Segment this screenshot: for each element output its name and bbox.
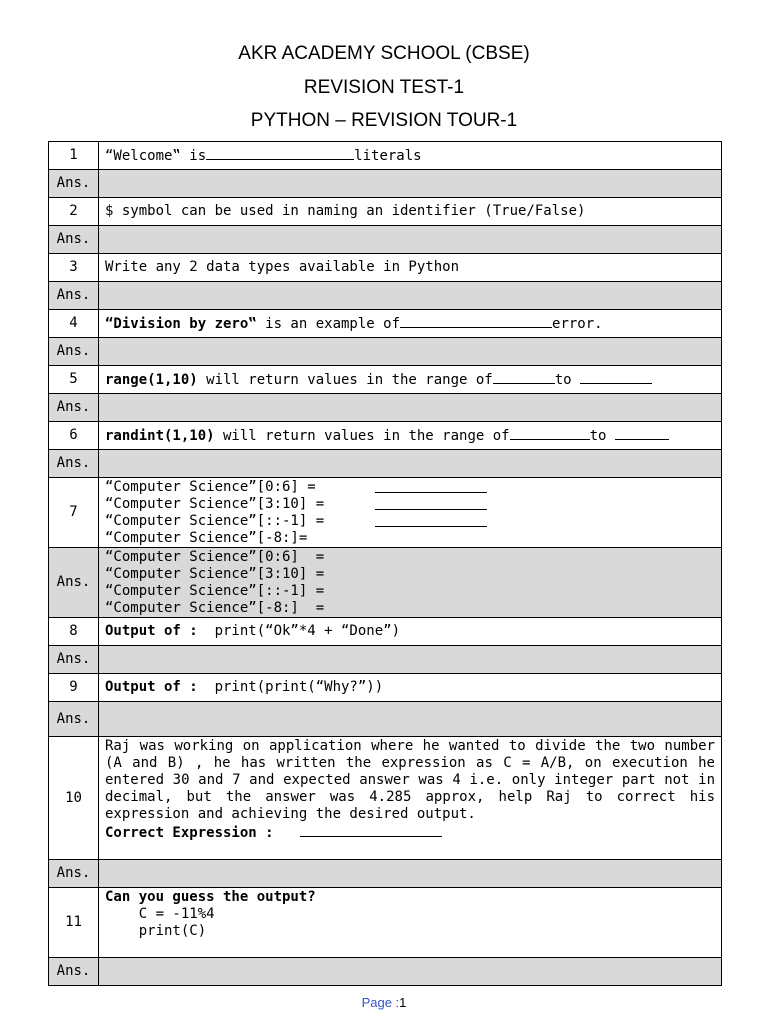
- question-row-6: [49, 422, 722, 450]
- slice-line: [105, 479, 715, 496]
- fill-blank: [206, 146, 354, 160]
- question-number: 2: [49, 198, 99, 226]
- question-row-10: [49, 737, 722, 860]
- question-text: [99, 142, 722, 170]
- question-row-3: [49, 254, 722, 282]
- page-label: Page :: [361, 995, 400, 1010]
- question-text-bold: Can you guess the output?: [105, 889, 316, 905]
- question-text: [99, 737, 722, 860]
- fill-blank: [375, 496, 487, 510]
- question-row-1: [49, 142, 722, 170]
- question-text: $ symbol can be used in naming an identifier (True/False): [99, 198, 722, 226]
- question-text-part: “Welcome‟ is: [105, 148, 207, 164]
- code-snippet: print(print(“Why?”)): [197, 679, 384, 695]
- slice-line: [105, 530, 715, 547]
- answer-label: Ans.: [49, 282, 99, 310]
- answer-slice-line: “Computer Science”[::-1] =: [105, 582, 325, 599]
- fill-blank: [375, 513, 487, 527]
- question-text-bold: Output of :: [105, 623, 198, 639]
- question-text: [99, 478, 722, 548]
- answer-row-8: [49, 646, 722, 674]
- fill-blank: [375, 479, 487, 493]
- question-text: [99, 366, 722, 394]
- answer-row-11: [49, 958, 722, 986]
- question-text: Write any 2 data types available in Python: [99, 254, 722, 282]
- page-number: 1: [399, 995, 407, 1010]
- question-text-bold: range(1,10): [105, 372, 198, 388]
- answer-label: Ans.: [49, 702, 99, 737]
- question-text-bold: “Division by zero‟: [105, 316, 257, 332]
- slice-expression: “Computer Science”[::-1] =: [105, 512, 325, 529]
- answer-area[interactable]: [99, 450, 722, 478]
- slice-expression: “Computer Science”[0:6] =: [105, 478, 316, 495]
- answer-slice-line: “Computer Science”[-8:] =: [105, 599, 325, 616]
- question-row-7: [49, 478, 722, 548]
- answer-row-7: [49, 548, 722, 618]
- question-text: [99, 310, 722, 338]
- question-number: 7: [49, 478, 99, 548]
- question-number: 4: [49, 310, 99, 338]
- question-text-part: error.: [552, 316, 603, 332]
- question-row-8: [49, 618, 722, 646]
- answer-label: Ans.: [49, 170, 99, 198]
- question-row-11: [49, 888, 722, 958]
- question-row-9: [49, 674, 722, 702]
- answer-area[interactable]: [99, 646, 722, 674]
- answer-area[interactable]: [99, 282, 722, 310]
- subject-title: PYTHON – REVISION TOUR-1: [250, 110, 518, 131]
- answer-label: Ans.: [49, 394, 99, 422]
- question-text: [99, 674, 722, 702]
- answer-row-6: [49, 450, 722, 478]
- question-number: 10: [49, 737, 99, 860]
- correct-expression-line: [105, 823, 715, 842]
- slice-line: [105, 496, 715, 513]
- question-number: 5: [49, 366, 99, 394]
- fill-blank: [400, 314, 552, 328]
- answer-area[interactable]: [99, 702, 722, 737]
- question-text-part: is an example of: [256, 316, 401, 332]
- answer-label: Ans.: [49, 450, 99, 478]
- answer-label: Ans.: [49, 338, 99, 366]
- code-line: print(C): [105, 923, 207, 939]
- test-title: REVISION TEST-1: [303, 77, 465, 98]
- question-text-part: will return values in the range of: [214, 428, 510, 444]
- answer-slice-line: “Computer Science”[3:10] =: [105, 565, 325, 582]
- answer-label: Ans.: [49, 646, 99, 674]
- slice-expression: “Computer Science”[-8:]=: [105, 529, 308, 546]
- answer-row-9: [49, 702, 722, 737]
- answer-area[interactable]: [99, 860, 722, 888]
- fill-blank: [510, 426, 590, 440]
- fill-blank: [493, 370, 555, 384]
- question-row-4: [49, 310, 722, 338]
- question-text: [99, 618, 722, 646]
- question-text-part: to: [589, 428, 615, 444]
- answer-area[interactable]: [99, 170, 722, 198]
- answer-area[interactable]: [99, 394, 722, 422]
- question-text-bold: Output of :: [105, 679, 198, 695]
- question-text-part: literals: [354, 148, 422, 164]
- question-text-bold: Correct Expression :: [105, 825, 274, 841]
- page-footer: [0, 995, 768, 1010]
- answer-label: Ans.: [49, 548, 99, 618]
- question-row-5: [49, 366, 722, 394]
- answer-label: Ans.: [49, 860, 99, 888]
- answer-area[interactable]: [99, 226, 722, 254]
- question-row-2: [49, 198, 722, 226]
- question-number: 6: [49, 422, 99, 450]
- question-number: 9: [49, 674, 99, 702]
- answer-area[interactable]: [99, 338, 722, 366]
- question-text-part: will return values in the range of: [197, 372, 493, 388]
- fill-blank: [615, 426, 669, 440]
- answer-area[interactable]: [99, 548, 722, 618]
- question-paragraph: Raj was working on application where he wanted to divide the two number (A and B) , he has written the expression as C = A/B, on execution he entered 30 and 7 and expected answer was 4 i.e. only integer part not in decimal, but the answer was 4.285 approx, help Raj to correct his expression and achieving the desired output.: [105, 738, 715, 822]
- slice-line: [105, 513, 715, 530]
- fill-blank: [300, 823, 442, 837]
- answer-slice-line: “Computer Science”[0:6] =: [105, 548, 325, 565]
- answer-row-3: [49, 282, 722, 310]
- slice-expression: “Computer Science”[3:10] =: [105, 495, 325, 512]
- question-number: 11: [49, 888, 99, 958]
- question-text: [99, 888, 722, 958]
- question-text-bold: randint(1,10): [105, 428, 215, 444]
- fill-blank: [580, 370, 652, 384]
- school-title: AKR ACADEMY SCHOOL (CBSE): [238, 43, 530, 64]
- answer-row-4: [49, 338, 722, 366]
- code-line: C = -11%4: [105, 906, 215, 922]
- question-table: [48, 141, 722, 986]
- question-text: [99, 422, 722, 450]
- question-number: 8: [49, 618, 99, 646]
- answer-row-5: [49, 394, 722, 422]
- answer-area[interactable]: [99, 958, 722, 986]
- question-number: 1: [49, 142, 99, 170]
- answer-row-10: [49, 860, 722, 888]
- code-snippet: print(“Ok”*4 + “Done”): [197, 623, 401, 639]
- question-number: 3: [49, 254, 99, 282]
- answer-label: Ans.: [49, 958, 99, 986]
- question-text-part: to: [554, 372, 581, 388]
- answer-row-1: [49, 170, 722, 198]
- answer-label: Ans.: [49, 226, 99, 254]
- answer-row-2: [49, 226, 722, 254]
